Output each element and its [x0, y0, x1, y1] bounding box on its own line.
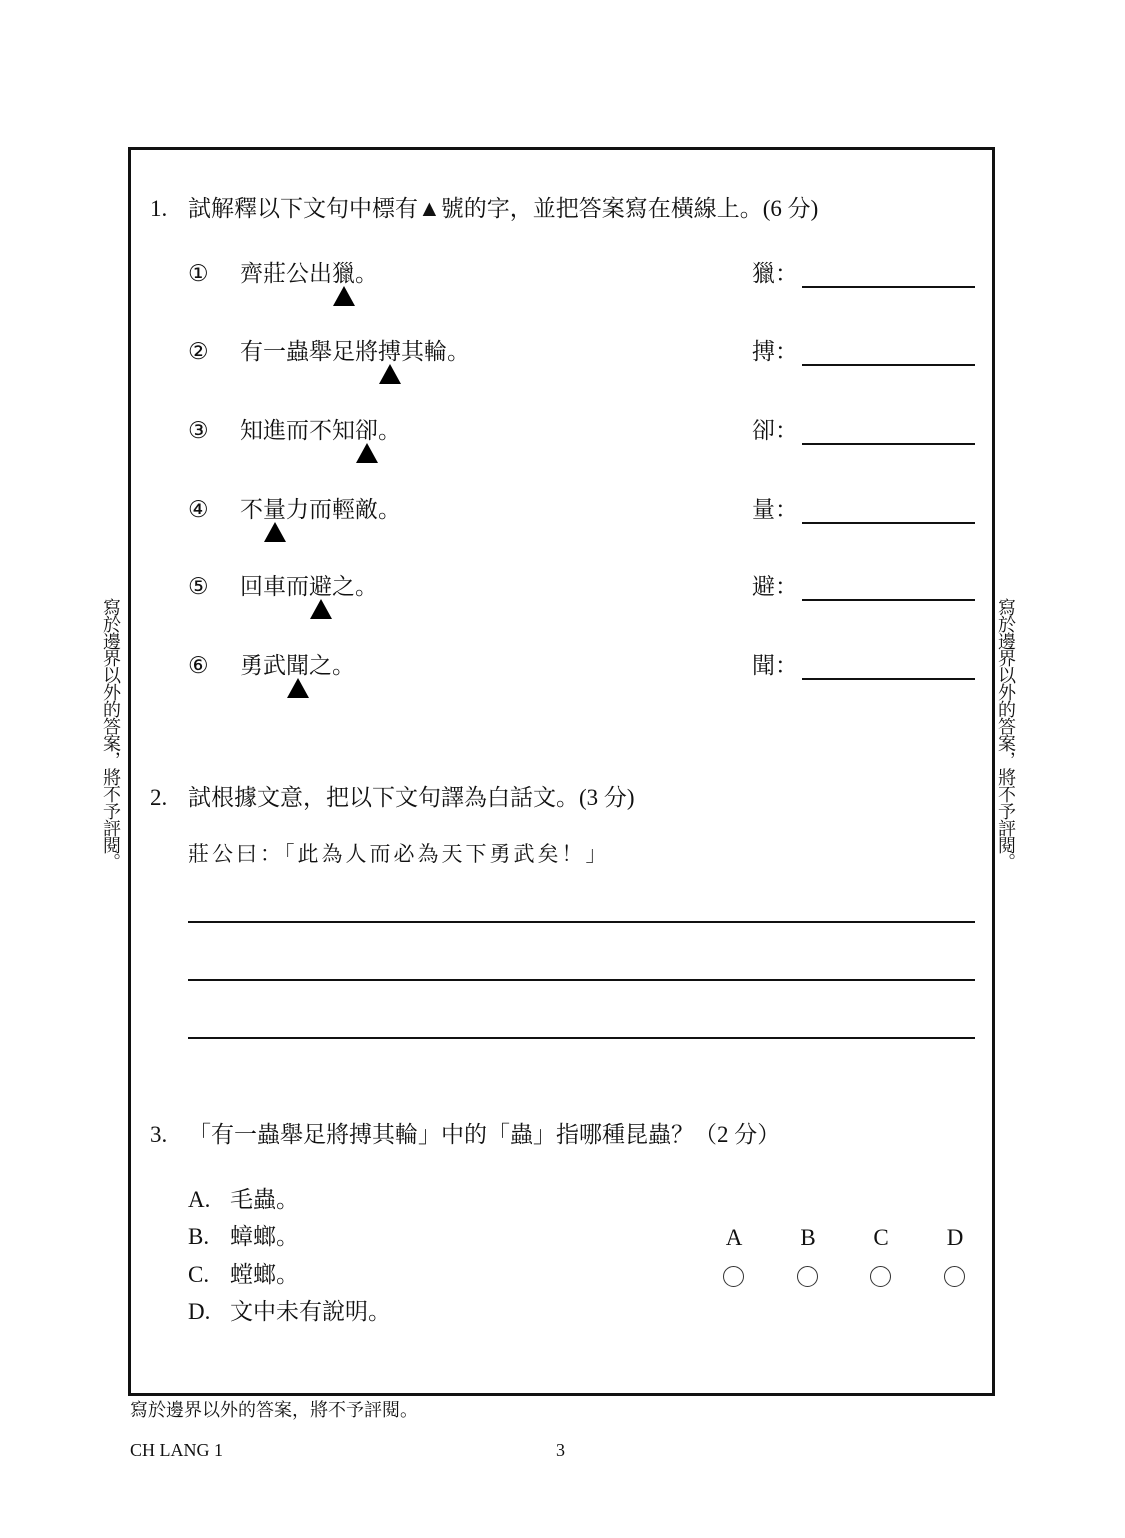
q1-item — [188, 573, 378, 601]
option-text: 文中未有說明。 — [230, 1299, 391, 1324]
answer-line[interactable] — [188, 1037, 975, 1039]
item-text-after: 之。 — [332, 574, 378, 599]
item-text-before: 勇武 — [240, 653, 286, 678]
q1-item — [188, 260, 378, 288]
question-number: 2. — [150, 785, 168, 810]
question-text: 試解釋以下文句中標有▲號的字，並把答案寫在橫線上。(6 分) — [188, 196, 819, 221]
item-text-after: 。 — [355, 261, 378, 286]
marked-character — [263, 496, 286, 524]
item-marker: ② — [188, 339, 209, 364]
answer-line[interactable] — [802, 599, 975, 601]
paper-code: CH LANG 1 — [130, 1440, 223, 1460]
classical-quote: 莊公曰：「此為人而必為天下勇武矣！」 — [188, 842, 610, 866]
option-letter: A. — [188, 1187, 211, 1212]
marked-character — [309, 573, 332, 601]
item-text-after: 之。 — [309, 653, 355, 678]
answer-line[interactable] — [188, 921, 975, 923]
option-text: 螳螂。 — [230, 1262, 299, 1287]
question-number: 1. — [150, 196, 168, 221]
item-marker: ④ — [188, 497, 209, 522]
triangle-marker-icon — [333, 286, 355, 306]
triangle-marker-icon — [287, 678, 309, 698]
marked-char-text: 聞 — [286, 653, 309, 678]
marked-char-text: 避 — [309, 574, 332, 599]
question-1-prompt — [150, 195, 818, 223]
answer-label: 聞： — [752, 653, 798, 678]
option-letter: B. — [188, 1224, 210, 1249]
item-text-before: 知進而不知 — [240, 418, 355, 443]
item-marker: ⑥ — [188, 653, 209, 678]
answer-column-a: A — [725, 1225, 743, 1250]
answer-label: 避： — [752, 574, 798, 599]
margin-note-right: 寫於邊界以外的答案，將不予評閱。 — [996, 598, 1016, 870]
marked-char-text: 搏 — [378, 339, 401, 364]
item-text-before: 回車而 — [240, 574, 309, 599]
option-d — [188, 1298, 391, 1326]
answer-column-d: D — [946, 1225, 964, 1250]
q1-item — [188, 652, 355, 680]
option-c — [188, 1261, 299, 1289]
answer-bubble-b[interactable] — [797, 1266, 818, 1287]
margin-note-left: 寫於邊界以外的答案，將不予評閱。 — [101, 598, 121, 870]
answer-label: 卻： — [752, 418, 798, 443]
item-text-before: 不 — [240, 497, 263, 522]
question-3-prompt — [150, 1121, 780, 1149]
triangle-marker-icon — [310, 599, 332, 619]
marked-character — [332, 260, 355, 288]
question-number: 3. — [150, 1122, 168, 1147]
marked-char-text: 量 — [263, 497, 286, 522]
answer-line[interactable] — [802, 443, 975, 445]
option-a — [188, 1186, 299, 1214]
triangle-marker-icon — [356, 443, 378, 463]
triangle-marker-icon — [264, 522, 286, 542]
page-number: 3 — [556, 1440, 565, 1460]
answer-column-c: C — [873, 1225, 889, 1250]
option-b — [188, 1223, 299, 1251]
q1-item — [188, 338, 470, 366]
question-2-prompt — [150, 784, 635, 812]
item-text-after: 。 — [378, 418, 401, 443]
q1-item — [188, 496, 401, 524]
question-text: 「有一蟲舉足將搏其輪」中的「蟲」指哪種昆蟲？（2 分） — [188, 1122, 781, 1147]
option-text: 蟑螂。 — [230, 1224, 299, 1249]
answer-line[interactable] — [802, 522, 975, 524]
footer-note: 寫於邊界以外的答案，將不予評閱。 — [130, 1400, 418, 1420]
answer-label: 獵： — [752, 261, 798, 286]
item-marker: ① — [188, 261, 209, 286]
marked-char-text: 獵 — [332, 261, 355, 286]
marked-character — [286, 652, 309, 680]
answer-column-b: B — [800, 1225, 816, 1250]
q1-item — [188, 417, 401, 445]
answer-line[interactable] — [188, 979, 975, 981]
option-letter: C. — [188, 1262, 210, 1287]
marked-character — [355, 417, 378, 445]
answer-bubble-a[interactable] — [723, 1266, 744, 1287]
answer-label: 搏： — [752, 339, 798, 364]
answer-line[interactable] — [802, 286, 975, 288]
item-text-after: 其輪。 — [401, 339, 470, 364]
item-marker: ③ — [188, 418, 209, 443]
item-marker: ⑤ — [188, 574, 209, 599]
item-text-before: 齊莊公出 — [240, 261, 332, 286]
item-text-after: 力而輕敵。 — [286, 497, 401, 522]
marked-character — [378, 338, 401, 366]
item-text-before: 有一蟲舉足將 — [240, 339, 378, 364]
answer-bubble-c[interactable] — [870, 1266, 891, 1287]
answer-line[interactable] — [802, 678, 975, 680]
triangle-marker-icon — [379, 364, 401, 384]
question-text: 試根據文意，把以下文句譯為白話文。(3 分) — [188, 785, 635, 810]
answer-bubble-d[interactable] — [944, 1266, 965, 1287]
answer-label: 量： — [752, 497, 798, 522]
answer-line[interactable] — [802, 364, 975, 366]
option-letter: D. — [188, 1299, 211, 1324]
marked-char-text: 卻 — [355, 418, 378, 443]
option-text: 毛蟲。 — [230, 1187, 299, 1212]
